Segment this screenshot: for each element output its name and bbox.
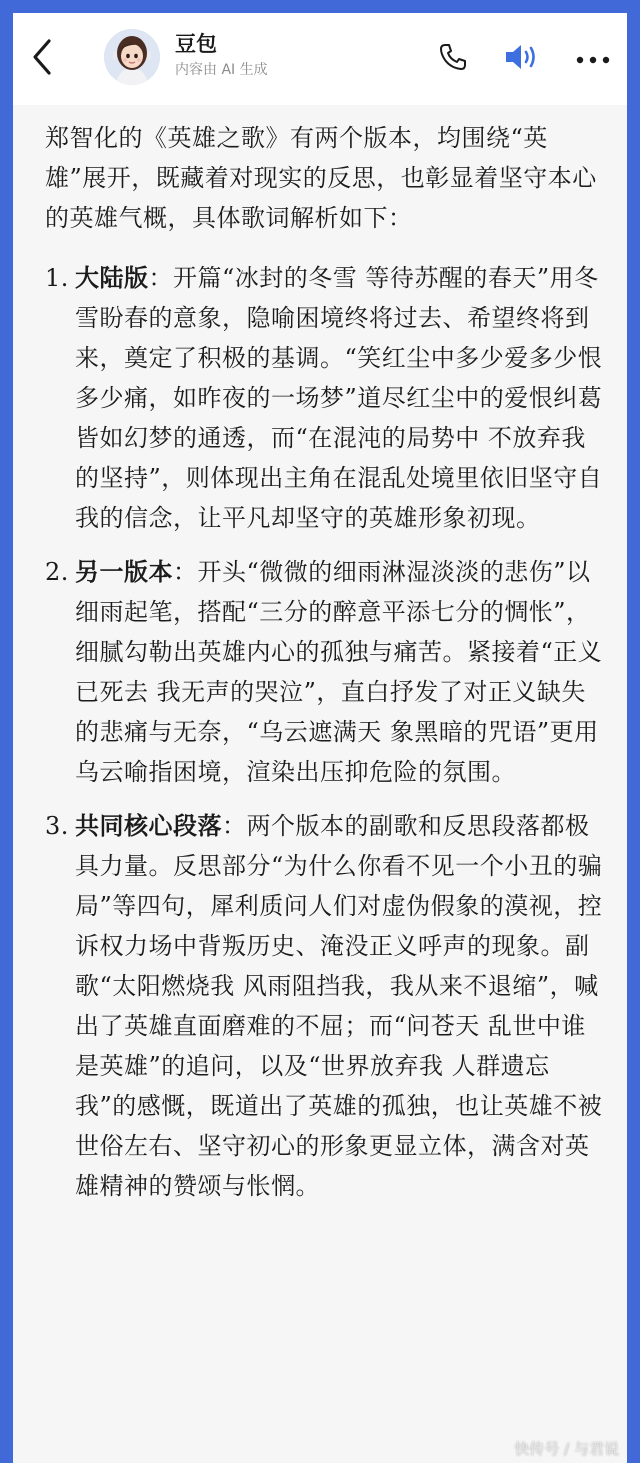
back-button[interactable] bbox=[25, 37, 59, 81]
chat-title bbox=[175, 31, 268, 81]
ai-generated-note: 内容由 AI 生成 bbox=[175, 62, 268, 78]
list-item bbox=[45, 806, 605, 1206]
phone-icon bbox=[438, 42, 468, 76]
chevron-left-icon bbox=[31, 38, 53, 80]
message-intro: 郑智化的《英雄之歌》有两个版本，均围绕“英雄”展开，既藏着对现实的反思，也彰显着坚守本心的英雄气概，具体歌词解析如下： bbox=[45, 124, 597, 232]
list-item bbox=[45, 258, 605, 538]
avatar[interactable] bbox=[104, 29, 160, 85]
list-item-body: ：两个版本的副歌和反思段落都极具力量。反思部分“为什么你看不见一个小丑的骗局”等四句，犀利质问人们对虚伪假象的漠视，控诉权力场中背叛历史、淹没正义呼声的现象。副歌“太阳燃烧我 风雨阻挡我，我从来不退缩”，喊出了英雄直面磨难的不屈；而“问苍天 乱世中谁是英雄”的追问，以及“世界放弃我 人群遗忘我”的感慨，既道出了英雄的孤独，也让英雄不被世俗左右、坚守初心的形象更显立体，满含对英雄精神的赞颂与怅惘。 bbox=[75, 812, 603, 1200]
more-dots-icon bbox=[575, 50, 611, 69]
list-item-body: ：开篇“冰封的冬雪 等待苏醒的春天”用冬雪盼春的意象，隐喻困境终将过去、希望终将到来，奠定了积极的基调。“笑红尘中多少爱多少恨多少痛，如昨夜的一场梦”道尽红尘中的爱恨纠葛皆如幻梦的通透，而“在混沌的局势中 不放弃我的坚持”，则体现出主角在混乱处境里依旧坚守自我的信念，让平凡却坚守的英雄形象初现。 bbox=[75, 264, 603, 532]
speaker-button[interactable] bbox=[503, 39, 543, 79]
list-item-title: 大陆版 bbox=[75, 263, 149, 292]
assistant-message bbox=[45, 118, 605, 1220]
list-item-title: 另一版本 bbox=[75, 557, 173, 586]
watermark: 快传号 / 与君说 bbox=[514, 1440, 619, 1458]
list-item-number: 3. bbox=[45, 812, 69, 840]
chat-panel bbox=[13, 13, 627, 1463]
list-item-title: 共同核心段落 bbox=[75, 811, 222, 840]
more-button[interactable] bbox=[573, 39, 613, 79]
list-item-number: 1. bbox=[45, 264, 69, 292]
list-item-number: 2. bbox=[45, 558, 69, 586]
chat-header bbox=[13, 13, 627, 105]
call-button[interactable] bbox=[433, 39, 473, 79]
speaker-icon bbox=[503, 41, 543, 77]
app-name: 豆包 bbox=[175, 32, 217, 56]
list-item-body: ：开头“微微的细雨淋湿淡淡的悲伤”以细雨起笔，搭配“三分的醉意平添七分的惆怅”，细腻勾勒出英雄内心的孤独与痛苦。紧接着“正义已死去 我无声的哭泣”，直白抒发了对正义缺失的悲痛与无奈，“乌云遮满天 象黑暗的咒语”更用乌云喻指困境，渲染出压抑危险的氛围。 bbox=[75, 558, 603, 786]
list-item bbox=[45, 552, 605, 792]
